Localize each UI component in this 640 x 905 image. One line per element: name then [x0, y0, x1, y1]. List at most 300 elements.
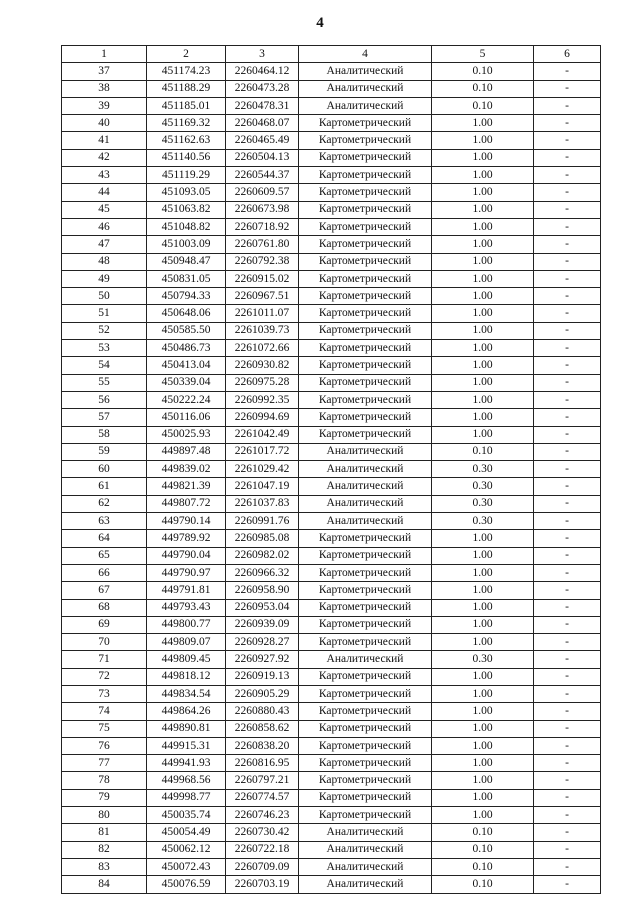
column-header-5: 5 [432, 46, 534, 63]
table-row [62, 582, 601, 599]
method-cell: Картометрический [299, 547, 432, 564]
x-coordinate-cell: 450025.93 [147, 426, 226, 443]
method-cell: Картометрический [299, 270, 432, 287]
y-coordinate-cell: 2260927.92 [226, 651, 299, 668]
accuracy-cell: 0.10 [432, 63, 534, 80]
note-cell: - [534, 547, 601, 564]
accuracy-cell: 1.00 [432, 772, 534, 789]
note-cell: - [534, 685, 601, 702]
table-row [62, 513, 601, 530]
accuracy-cell: 1.00 [432, 340, 534, 357]
method-cell: Картометрический [299, 253, 432, 270]
note-cell: - [534, 530, 601, 547]
method-cell: Картометрический [299, 634, 432, 651]
point-number-cell: 48 [62, 253, 147, 270]
method-cell: Картометрический [299, 409, 432, 426]
point-number-cell: 72 [62, 668, 147, 685]
y-coordinate-cell: 2260673.98 [226, 201, 299, 218]
note-cell: - [534, 876, 601, 893]
table-row [62, 668, 601, 685]
y-coordinate-cell: 2260718.92 [226, 218, 299, 235]
accuracy-cell: 0.10 [432, 443, 534, 460]
x-coordinate-cell: 451188.29 [147, 80, 226, 97]
y-coordinate-cell: 2260468.07 [226, 115, 299, 132]
accuracy-cell: 1.00 [432, 236, 534, 253]
method-cell: Картометрический [299, 391, 432, 408]
note-cell: - [534, 340, 601, 357]
point-number-cell: 57 [62, 409, 147, 426]
point-number-cell: 56 [62, 391, 147, 408]
method-cell: Аналитический [299, 651, 432, 668]
y-coordinate-cell: 2261039.73 [226, 322, 299, 339]
table-row [62, 495, 601, 512]
method-cell: Картометрический [299, 789, 432, 806]
note-cell: - [534, 634, 601, 651]
x-coordinate-cell: 451063.82 [147, 201, 226, 218]
method-cell: Аналитический [299, 876, 432, 893]
point-number-cell: 77 [62, 755, 147, 772]
y-coordinate-cell: 2260609.57 [226, 184, 299, 201]
accuracy-cell: 1.00 [432, 184, 534, 201]
y-coordinate-cell: 2260473.28 [226, 80, 299, 97]
accuracy-cell: 1.00 [432, 564, 534, 581]
method-cell: Картометрический [299, 530, 432, 547]
note-cell: - [534, 789, 601, 806]
x-coordinate-cell: 450794.33 [147, 288, 226, 305]
method-cell: Картометрический [299, 374, 432, 391]
method-cell: Картометрический [299, 357, 432, 374]
point-number-cell: 59 [62, 443, 147, 460]
note-cell: - [534, 374, 601, 391]
point-number-cell: 78 [62, 772, 147, 789]
x-coordinate-cell: 449998.77 [147, 789, 226, 806]
column-header-3: 3 [226, 46, 299, 63]
point-number-cell: 75 [62, 720, 147, 737]
accuracy-cell: 1.00 [432, 720, 534, 737]
accuracy-cell: 1.00 [432, 599, 534, 616]
method-cell: Аналитический [299, 80, 432, 97]
x-coordinate-cell: 449821.39 [147, 478, 226, 495]
y-coordinate-cell: 2260703.19 [226, 876, 299, 893]
x-coordinate-cell: 450339.04 [147, 374, 226, 391]
accuracy-cell: 0.10 [432, 824, 534, 841]
y-coordinate-cell: 2260722.18 [226, 841, 299, 858]
method-cell: Картометрический [299, 322, 432, 339]
x-coordinate-cell: 450035.74 [147, 807, 226, 824]
x-coordinate-cell: 449809.45 [147, 651, 226, 668]
point-number-cell: 40 [62, 115, 147, 132]
method-cell: Картометрический [299, 288, 432, 305]
x-coordinate-cell: 449791.81 [147, 582, 226, 599]
y-coordinate-cell: 2260928.27 [226, 634, 299, 651]
y-coordinate-cell: 2260982.02 [226, 547, 299, 564]
table-row [62, 530, 601, 547]
method-cell: Картометрический [299, 115, 432, 132]
y-coordinate-cell: 2260939.09 [226, 616, 299, 633]
method-cell: Картометрический [299, 668, 432, 685]
point-number-cell: 64 [62, 530, 147, 547]
accuracy-cell: 1.00 [432, 634, 534, 651]
x-coordinate-cell: 451048.82 [147, 218, 226, 235]
table-row [62, 858, 601, 875]
x-coordinate-cell: 450062.12 [147, 841, 226, 858]
note-cell: - [534, 115, 601, 132]
x-coordinate-cell: 450413.04 [147, 357, 226, 374]
table-row [62, 685, 601, 702]
accuracy-cell: 1.00 [432, 668, 534, 685]
method-cell: Картометрический [299, 599, 432, 616]
accuracy-cell: 0.10 [432, 97, 534, 114]
accuracy-cell: 1.00 [432, 288, 534, 305]
note-cell: - [534, 858, 601, 875]
accuracy-cell: 1.00 [432, 789, 534, 806]
x-coordinate-cell: 451119.29 [147, 167, 226, 184]
method-cell: Картометрический [299, 340, 432, 357]
note-cell: - [534, 737, 601, 754]
accuracy-cell: 1.00 [432, 201, 534, 218]
x-coordinate-cell: 449809.07 [147, 634, 226, 651]
x-coordinate-cell: 450948.47 [147, 253, 226, 270]
accuracy-cell: 0.10 [432, 841, 534, 858]
y-coordinate-cell: 2261042.49 [226, 426, 299, 443]
point-number-cell: 43 [62, 167, 147, 184]
table-row [62, 288, 601, 305]
accuracy-cell: 1.00 [432, 685, 534, 702]
note-cell: - [534, 755, 601, 772]
x-coordinate-cell: 449834.54 [147, 685, 226, 702]
x-coordinate-cell: 450076.59 [147, 876, 226, 893]
y-coordinate-cell: 2260919.13 [226, 668, 299, 685]
table-row [62, 426, 601, 443]
note-cell: - [534, 720, 601, 737]
y-coordinate-cell: 2260464.12 [226, 63, 299, 80]
table-row [62, 115, 601, 132]
table-header-row [62, 46, 601, 63]
note-cell: - [534, 270, 601, 287]
accuracy-cell: 1.00 [432, 115, 534, 132]
y-coordinate-cell: 2260504.13 [226, 149, 299, 166]
method-cell: Картометрический [299, 582, 432, 599]
method-cell: Картометрический [299, 426, 432, 443]
x-coordinate-cell: 451003.09 [147, 236, 226, 253]
table-row [62, 807, 601, 824]
x-coordinate-cell: 449807.72 [147, 495, 226, 512]
accuracy-cell: 0.30 [432, 513, 534, 530]
table-row [62, 478, 601, 495]
table-row [62, 564, 601, 581]
point-number-cell: 82 [62, 841, 147, 858]
note-cell: - [534, 288, 601, 305]
accuracy-cell: 1.00 [432, 547, 534, 564]
method-cell: Картометрический [299, 236, 432, 253]
x-coordinate-cell: 451093.05 [147, 184, 226, 201]
y-coordinate-cell: 2260905.29 [226, 685, 299, 702]
point-number-cell: 60 [62, 461, 147, 478]
method-cell: Аналитический [299, 841, 432, 858]
table-body [62, 63, 601, 893]
point-number-cell: 62 [62, 495, 147, 512]
accuracy-cell: 1.00 [432, 167, 534, 184]
y-coordinate-cell: 2260730.42 [226, 824, 299, 841]
method-cell: Картометрический [299, 201, 432, 218]
point-number-cell: 69 [62, 616, 147, 633]
method-cell: Аналитический [299, 824, 432, 841]
point-number-cell: 63 [62, 513, 147, 530]
note-cell: - [534, 253, 601, 270]
point-number-cell: 47 [62, 236, 147, 253]
method-cell: Картометрический [299, 772, 432, 789]
table-row [62, 789, 601, 806]
table-row [62, 599, 601, 616]
x-coordinate-cell: 451174.23 [147, 63, 226, 80]
point-number-cell: 42 [62, 149, 147, 166]
method-cell: Аналитический [299, 97, 432, 114]
x-coordinate-cell: 449789.92 [147, 530, 226, 547]
accuracy-cell: 0.10 [432, 858, 534, 875]
note-cell: - [534, 409, 601, 426]
note-cell: - [534, 824, 601, 841]
table-row [62, 167, 601, 184]
x-coordinate-cell: 450831.05 [147, 270, 226, 287]
table-row [62, 236, 601, 253]
table-row [62, 253, 601, 270]
table-row [62, 409, 601, 426]
note-cell: - [534, 564, 601, 581]
method-cell: Картометрический [299, 720, 432, 737]
table-row [62, 703, 601, 720]
x-coordinate-cell: 450222.24 [147, 391, 226, 408]
x-coordinate-cell: 449800.77 [147, 616, 226, 633]
note-cell: - [534, 236, 601, 253]
x-coordinate-cell: 450585.50 [147, 322, 226, 339]
note-cell: - [534, 201, 601, 218]
column-header-2: 2 [147, 46, 226, 63]
note-cell: - [534, 443, 601, 460]
accuracy-cell: 0.30 [432, 461, 534, 478]
y-coordinate-cell: 2260816.95 [226, 755, 299, 772]
accuracy-cell: 1.00 [432, 616, 534, 633]
point-number-cell: 46 [62, 218, 147, 235]
accuracy-cell: 1.00 [432, 737, 534, 754]
x-coordinate-cell: 450054.49 [147, 824, 226, 841]
point-number-cell: 68 [62, 599, 147, 616]
y-coordinate-cell: 2260930.82 [226, 357, 299, 374]
table-row [62, 97, 601, 114]
point-number-cell: 74 [62, 703, 147, 720]
table-row [62, 720, 601, 737]
accuracy-cell: 1.00 [432, 426, 534, 443]
y-coordinate-cell: 2261037.83 [226, 495, 299, 512]
table-row [62, 149, 601, 166]
y-coordinate-cell: 2260991.76 [226, 513, 299, 530]
x-coordinate-cell: 451169.32 [147, 115, 226, 132]
method-cell: Картометрический [299, 755, 432, 772]
note-cell: - [534, 322, 601, 339]
note-cell: - [534, 616, 601, 633]
table-row [62, 270, 601, 287]
point-number-cell: 81 [62, 824, 147, 841]
x-coordinate-cell: 449915.31 [147, 737, 226, 754]
x-coordinate-cell: 450116.06 [147, 409, 226, 426]
table-row [62, 357, 601, 374]
method-cell: Картометрический [299, 616, 432, 633]
x-coordinate-cell: 449941.93 [147, 755, 226, 772]
method-cell: Картометрический [299, 218, 432, 235]
y-coordinate-cell: 2260761.80 [226, 236, 299, 253]
method-cell: Картометрический [299, 737, 432, 754]
accuracy-cell: 1.00 [432, 703, 534, 720]
accuracy-cell: 1.00 [432, 391, 534, 408]
point-number-cell: 37 [62, 63, 147, 80]
point-number-cell: 49 [62, 270, 147, 287]
point-number-cell: 76 [62, 737, 147, 754]
note-cell: - [534, 97, 601, 114]
point-number-cell: 50 [62, 288, 147, 305]
x-coordinate-cell: 449790.14 [147, 513, 226, 530]
accuracy-cell: 0.30 [432, 651, 534, 668]
y-coordinate-cell: 2261047.19 [226, 478, 299, 495]
y-coordinate-cell: 2260992.35 [226, 391, 299, 408]
x-coordinate-cell: 449818.12 [147, 668, 226, 685]
x-coordinate-cell: 449897.48 [147, 443, 226, 460]
y-coordinate-cell: 2260544.37 [226, 167, 299, 184]
note-cell: - [534, 841, 601, 858]
coordinates-table [61, 45, 601, 894]
method-cell: Картометрический [299, 132, 432, 149]
table-row [62, 616, 601, 633]
method-cell: Картометрический [299, 807, 432, 824]
table-row [62, 772, 601, 789]
table-row [62, 80, 601, 97]
accuracy-cell: 0.30 [432, 478, 534, 495]
accuracy-cell: 1.00 [432, 409, 534, 426]
note-cell: - [534, 305, 601, 322]
accuracy-cell: 1.00 [432, 253, 534, 270]
note-cell: - [534, 132, 601, 149]
table-row [62, 374, 601, 391]
point-number-cell: 83 [62, 858, 147, 875]
y-coordinate-cell: 2261011.07 [226, 305, 299, 322]
accuracy-cell: 1.00 [432, 357, 534, 374]
note-cell: - [534, 357, 601, 374]
note-cell: - [534, 167, 601, 184]
y-coordinate-cell: 2261029.42 [226, 461, 299, 478]
point-number-cell: 53 [62, 340, 147, 357]
y-coordinate-cell: 2260792.38 [226, 253, 299, 270]
y-coordinate-cell: 2260975.28 [226, 374, 299, 391]
note-cell: - [534, 391, 601, 408]
point-number-cell: 80 [62, 807, 147, 824]
x-coordinate-cell: 449968.56 [147, 772, 226, 789]
y-coordinate-cell: 2260953.04 [226, 599, 299, 616]
y-coordinate-cell: 2260915.02 [226, 270, 299, 287]
method-cell: Аналитический [299, 495, 432, 512]
note-cell: - [534, 599, 601, 616]
accuracy-cell: 1.00 [432, 374, 534, 391]
method-cell: Аналитический [299, 858, 432, 875]
method-cell: Картометрический [299, 184, 432, 201]
y-coordinate-cell: 2260797.21 [226, 772, 299, 789]
point-number-cell: 58 [62, 426, 147, 443]
page-number: 4 [316, 15, 324, 31]
table-row [62, 63, 601, 80]
method-cell: Аналитический [299, 513, 432, 530]
accuracy-cell: 1.00 [432, 322, 534, 339]
table-row [62, 218, 601, 235]
point-number-cell: 51 [62, 305, 147, 322]
point-number-cell: 55 [62, 374, 147, 391]
accuracy-cell: 0.30 [432, 495, 534, 512]
y-coordinate-cell: 2260880.43 [226, 703, 299, 720]
method-cell: Картометрический [299, 703, 432, 720]
x-coordinate-cell: 450486.73 [147, 340, 226, 357]
y-coordinate-cell: 2260966.32 [226, 564, 299, 581]
point-number-cell: 79 [62, 789, 147, 806]
x-coordinate-cell: 449790.97 [147, 564, 226, 581]
note-cell: - [534, 478, 601, 495]
note-cell: - [534, 218, 601, 235]
accuracy-cell: 1.00 [432, 807, 534, 824]
note-cell: - [534, 184, 601, 201]
table-row [62, 305, 601, 322]
method-cell: Аналитический [299, 461, 432, 478]
y-coordinate-cell: 2260774.57 [226, 789, 299, 806]
column-header-1: 1 [62, 46, 147, 63]
point-number-cell: 71 [62, 651, 147, 668]
accuracy-cell: 1.00 [432, 218, 534, 235]
method-cell: Аналитический [299, 63, 432, 80]
note-cell: - [534, 668, 601, 685]
accuracy-cell: 0.10 [432, 876, 534, 893]
point-number-cell: 65 [62, 547, 147, 564]
column-header-6: 6 [534, 46, 601, 63]
x-coordinate-cell: 450648.06 [147, 305, 226, 322]
note-cell: - [534, 63, 601, 80]
y-coordinate-cell: 2260709.09 [226, 858, 299, 875]
table-row [62, 651, 601, 668]
y-coordinate-cell: 2260967.51 [226, 288, 299, 305]
note-cell: - [534, 807, 601, 824]
table-row [62, 184, 601, 201]
accuracy-cell: 0.10 [432, 80, 534, 97]
table-row [62, 547, 601, 564]
point-number-cell: 61 [62, 478, 147, 495]
method-cell: Аналитический [299, 443, 432, 460]
point-number-cell: 84 [62, 876, 147, 893]
table-row [62, 841, 601, 858]
accuracy-cell: 1.00 [432, 755, 534, 772]
accuracy-cell: 1.00 [432, 270, 534, 287]
point-number-cell: 70 [62, 634, 147, 651]
method-cell: Картометрический [299, 149, 432, 166]
point-number-cell: 66 [62, 564, 147, 581]
accuracy-cell: 1.00 [432, 149, 534, 166]
note-cell: - [534, 703, 601, 720]
y-coordinate-cell: 2260478.31 [226, 97, 299, 114]
note-cell: - [534, 80, 601, 97]
table-row [62, 755, 601, 772]
method-cell: Картометрический [299, 564, 432, 581]
note-cell: - [534, 513, 601, 530]
point-number-cell: 44 [62, 184, 147, 201]
x-coordinate-cell: 449864.26 [147, 703, 226, 720]
table-row [62, 201, 601, 218]
y-coordinate-cell: 2260746.23 [226, 807, 299, 824]
point-number-cell: 67 [62, 582, 147, 599]
note-cell: - [534, 461, 601, 478]
y-coordinate-cell: 2260958.90 [226, 582, 299, 599]
x-coordinate-cell: 451185.01 [147, 97, 226, 114]
